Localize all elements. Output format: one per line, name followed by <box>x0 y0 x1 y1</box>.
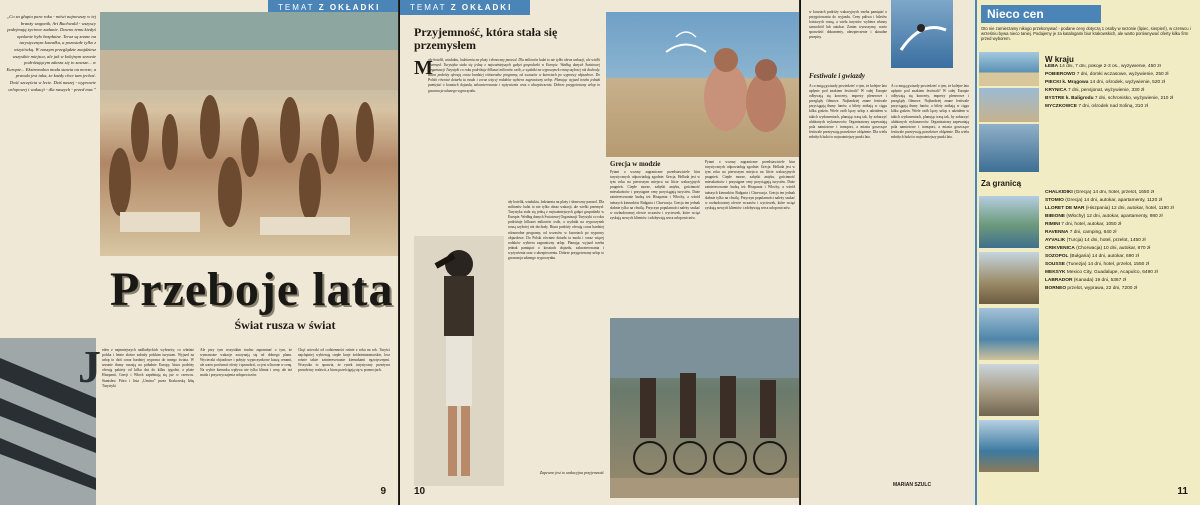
price-item-text: 14 dni, ośrodek, wyżywienie, 520 zł <box>1089 80 1165 85</box>
price-item-name: BIBIONE <box>1045 214 1065 219</box>
festival-text-2: A co mogą gwiazdy powiedzieć o tym, że kolejne lato upłynie pod znakiem festiwali? W całej Europie odbywają się koncerty, imprezy plenerowe i przeglądy filmowe. Najbardziej znane festiwale przyciągają tłumy fanów, a bilety znikają w ciągu kilku godzin. Wiele osób łączy urlop z udziałem w takich wydarzeniach, planując trasę tak, by zobaczyć ulubionych wykonawców. Organizatorzy zapewniają pola namiotowe i transport, a miasta goszczące festiwale przeżywają prawdziwe oblężenie. Dla wielu młodych ludzi to najważniejszy punkt lata. <box>891 84 969 139</box>
price-item-text: (Kanada) 19 dni, 5367 zł <box>1073 278 1127 283</box>
price-item-name: SOUSSE <box>1045 262 1065 267</box>
page9-column-3: Chęć ucieczki od codzienności rośnie z roku na rok. Turyści najchętniej wybierają ciepłe kraje śródziemnomorskie, lecz rośnie także zainteresowanie kierunkami egzotycznymi. Wszystko to sprawia, że rynek turystyczny przeżywa prawdziwy rozkwit, a biura prześcigają się w promocjach. <box>298 348 390 373</box>
price-item <box>1045 190 1195 196</box>
page-number: 11 <box>1177 486 1188 497</box>
header-tag-prefix: TEMAT <box>278 3 315 12</box>
price-item-text: przelot, wyprawa, 22 dni, 7200 zł <box>1067 286 1138 291</box>
mountain-bay-photo <box>979 196 1039 248</box>
intro-quote: „Co za głupia para roku - mówi najnowszy w tej branży wagonik, Art Buchwald - wszyscy podejmują życiowe zadanie. Dawno temu kiedyś opalanie było bezpłatne. Teraz są znane na turystycznym kawałku, a pozostałe tylko z wizytówką. W naszym przeglądzie znajdziesz wszystkie miejsca, ale jak w kolejnym sezonie podróżującym zdarza się to zawsze... w Europie... Ekstremalna moda stawia na morze, a prawda jest taka, że każdy chce tam jechać. Dość szczęścia w lecie. Dziś naszej - wyprawie urlopowej i wakacji - dla naszych - przed mur.” <box>6 14 96 92</box>
price-item-name: ŁEBA <box>1045 64 1059 69</box>
photo-caption: Zapewne jest to wakacyjna przyjemność <box>539 470 604 475</box>
village-photo <box>979 252 1039 304</box>
beach-palm-photo <box>979 52 1039 86</box>
greece-text-continued: Pytani o wczasy zagraniczne przedstawiciele biur turystycznych odpowiadają zgodnie: Grecja. Hellada jest w tym roku na pierwszym miejscu na liście wakacyjnych pragnień. Ciepłe morze, zabytki antyku, gościnność mieszkańców i przystępne ceny przyciągają turystów. Duże zainteresowanie budzą też Hiszpania i Włochy, a wśród tańszych kierunków Bułgaria i Chorwacja. Grecja ten jednak słabnie tylko na chwilę. Przyczyn popularności należy szukać w rozbudowanej ofercie wczasów i wycieczek, które wciąż zyskują nowych klientów i zdobywają serca urlopowiczów. <box>705 160 795 210</box>
header-tag <box>400 0 530 15</box>
price-item-text: 7 dni, ośrodek nad Soliną, 310 zł <box>1078 104 1148 109</box>
page11-column-1: w kosztach podróży wakacyjnych trzeba pamiętać o przygotowaniu do wyjazdu. Ceny paliwa i biletów lotniczych rosną, a wielu turystów wybiera własny samochód lub autokar. Zanim wyruszymy, warto sprawdzić dokumenty, ubezpieczenie i aktualne przepisy. <box>809 10 887 40</box>
price-item-text: (Hiszpania) 12 dni, autokar, hotel, 1190 zł <box>1085 206 1174 211</box>
price-item-name: CRIKVENICA <box>1045 246 1075 251</box>
prices-title: Nieco cen <box>981 5 1101 23</box>
page-subtitle: Świat rusza w świat <box>234 318 336 332</box>
price-item-name: CHALKIDIKI <box>1045 190 1073 195</box>
price-item-text: 7 dni, pensjonat, wyżywienie, 330 zł <box>1068 88 1145 93</box>
price-item-name: MYCZKOWCE <box>1045 104 1077 109</box>
page-11 <box>801 0 1200 505</box>
price-item-name: BYSTRE k. Baligrodu <box>1045 96 1094 101</box>
price-item <box>1045 80 1195 86</box>
festival-heading: Festiwale i gwiazdy <box>809 72 865 80</box>
price-item-name: STOMIO <box>1045 198 1064 203</box>
page9-column-1: eden z najmniejszych nadbałtyckich wybrzeży, co właśnie polska i letnie słońce zabrały polskim turystom. Wyjazd na urlop to dziś coraz bardziej wyprawa do innego świata. W sezonie tłumy ruszają na południe Europy, biura podróży oferują pakiety od kilku dni do kilku tygodni, a plaże Hiszpanii, Grecji i Włoch zapełniają się już w czerwcu. Stanisław Pióro i lista „Umiwa” przez Krakowską Izbę Turystyki <box>102 348 194 388</box>
section-abroad: Za granicą <box>981 179 1022 188</box>
price-item <box>1045 238 1195 244</box>
cyclists-photo <box>610 318 799 498</box>
page-10 <box>400 0 799 505</box>
price-item-name: POBIEROWO <box>1045 72 1076 77</box>
price-item <box>1045 206 1195 212</box>
price-item-text: 7 dni, domki wczasowe, wyżywienie, 250 zł <box>1076 72 1169 77</box>
drop-cap: J <box>78 341 101 392</box>
price-item <box>1045 214 1195 220</box>
price-item <box>1045 230 1195 236</box>
article-title: Przyjemność, która stała się przemysłem <box>414 25 558 52</box>
price-item-text: 7 dni, camping, 640 zł <box>1069 230 1117 235</box>
header-tag-bold: Z OKŁADKI <box>450 3 513 12</box>
price-item-text: (Turcja) 14 dni, hotel, przelot, 1450 zł <box>1066 238 1146 243</box>
price-item-text: (Bułgaria) 14 dni, autokar, 690 zł <box>1069 254 1139 259</box>
sunbathers-photo <box>606 12 799 157</box>
header-tag-prefix: TEMAT <box>410 3 447 12</box>
price-item <box>1045 222 1195 228</box>
price-item <box>1045 104 1195 110</box>
bay-photo <box>979 420 1039 472</box>
price-item <box>1045 72 1195 78</box>
surfer-photo <box>891 0 953 68</box>
harbor-photo <box>979 124 1039 172</box>
greece-text: Pytani o wczasy zagraniczne przedstawiciele biur turystycznych odpowiadają zgodnie: Grecja. Hellada jest w tym roku na pierwszym miejscu na liście wakacyjnych pragnień. Ciepłe morze, zabytki antyku, gościnność mieszkańców i przystępne ceny przyciągają turystów. Duże zainteresowanie budzą też Hiszpania i Włochy, a wśród tańszych kierunków Bułgaria i Chorwacja. Grecja ten jednak słabnie tylko na chwilę. Przyczyn popularności należy szukać w rozbudowanej ofercie wczasów i wycieczek, które wciąż zyskują nowych klientów i zdobywają serca urlopowiczów. <box>610 170 700 220</box>
festival-text-1: A co mogą gwiazdy powiedzieć o tym, że kolejne lato upłynie pod znakiem festiwali? W całej Europie odbywają się koncerty, imprezy plenerowe i przeglądy filmowe. Najbardziej znane festiwale przyciągają tłumy fanów, a bilety znikają w ciągu kilku godzin. Wiele osób łączy urlop z udziałem w takich wydarzeniach, planując trasę tak, by zobaczyć ulubionych wykonawców. Organizatorzy zapewniają pola namiotowe i transport, a miasta goszczące festiwale przeżywają prawdziwe oblężenie. Dla wielu młodych ludzi to najważniejszy punkt lata. <box>809 84 887 139</box>
header-tag-bold: Z OKŁADKI <box>318 3 381 12</box>
coast-town-photo <box>979 88 1039 122</box>
price-item <box>1045 96 1195 102</box>
page9-column-2: Ale przy tym wszystkim trudno zapominać o tym, że wymarzone wakacje zaczynają się od dobrego planu. Wycieczki objazdowe i pobyty wypoczynkowe kuszą cenami, ale warto porównać oferty i sprawdzić, co jest wliczone w cenę. Na wybór kierunku wpływa nie tylko klimat i ceny, ale też moda i przyzwyczajenia urlopowiczów. <box>200 348 292 378</box>
price-item-name: BORNEO <box>1045 286 1067 291</box>
price-item <box>1045 262 1195 268</box>
price-item <box>1045 278 1195 284</box>
price-item-text: Mexico City, Guadalupe, Acapulco, 6490 zł <box>1066 270 1158 275</box>
price-item-text: (Grecja) 14 dni, autokar, apartamenty, 1120 zł <box>1065 198 1163 203</box>
prices-intro: Oto nie zamierzamy nikogo przekonywać - podane ceny dotyczą 1 osoby w sezonie (lipiec, sierpień), w czerwcu i wrześniu bywa nieco taniej. Podajemy je za katalogami biur krakowskich, ale warto porównywać oferty kilku firm przed wyborem. <box>981 26 1191 41</box>
price-item <box>1045 88 1195 94</box>
woman-portrait-photo <box>414 236 504 486</box>
price-item-name: LLORET DE MAR <box>1045 206 1085 211</box>
price-item <box>1045 198 1195 204</box>
page-number: 9 <box>380 486 386 497</box>
price-item-text: (Włochy) 12 dni, autokar, apartamenty, 980 zł <box>1066 214 1163 219</box>
page10-intro-text: ały hotelik, wiaduktu, lodziarnia na plaży i słoneczny parasol. Dla milionów ludzi to nie tylko obraz wakacji, ale wielki przemysł. Turystyka stała się jedną z najważniejszych gałęzi gospodarki w Europie. Według danych Światowej Organizacji Turystyki co roku podróżuje kilkaset milionów osób, a wydatki na wypoczynek rosną szybciej niż dochody. Biura podróży oferują coraz bardziej różnorodne programy, od wczasów w kurortach po wyprawy objazdowe. Do Polski również dotarła ta moda i coraz więcej rodaków wybiera zagraniczny urlop. Planując wyjazd trzeba jednak pamiętać o kosztach dojazdu, zakwaterowania i wyżywienia oraz o ubezpieczeniu. Dobrze przygotowany urlop to gwarancja udanego wypoczynku. <box>428 58 600 93</box>
price-item-name: RIMINI <box>1045 222 1060 227</box>
price-item-text: (Grecja) 14 dni, hotel, przelot, 1650 zł <box>1074 190 1155 195</box>
author-signature: MARIAN SZULC <box>893 482 932 488</box>
price-item <box>1045 270 1195 276</box>
price-item <box>1045 286 1195 292</box>
beach-crowd-photo <box>100 12 398 256</box>
price-item-name: MEKSYK <box>1045 270 1066 275</box>
abroad-prices-list <box>1045 190 1195 480</box>
price-item-name: KRYNICA <box>1045 88 1067 93</box>
price-item-text: (Tunezja) 14 dni, hotel, przelot, 1550 zł <box>1066 262 1150 267</box>
drop-cap: M <box>414 57 433 79</box>
page-number: 10 <box>414 486 426 497</box>
page-9 <box>0 0 398 505</box>
price-item-text: 7 dni, hotel, autokar, 1050 zł <box>1061 222 1122 227</box>
price-item-text: (Chorwacja) 10 dni, autokar, 870 zł <box>1076 246 1151 251</box>
price-item-text: 14 dni, 7 dni, pokoje 2-3 os., wyżywienie, 450 zł <box>1059 64 1161 69</box>
price-item <box>1045 64 1195 70</box>
price-item-name: AYVALIK <box>1045 238 1066 243</box>
price-item <box>1045 246 1195 252</box>
price-item <box>1045 254 1195 260</box>
lagoon-photo <box>979 308 1039 360</box>
ruins-photo <box>979 364 1039 416</box>
price-item-name: LABRADOR <box>1045 278 1073 283</box>
page-title: Przeboje lata <box>110 263 394 316</box>
page10-column-2: ały hotelik, wiaduktu, lodziarnia na plaży i słoneczny parasol. Dla milionów ludzi to nie tylko obraz wakacji, ale wielki przemysł. Turystyka stała się jedną z najważniejszych gałęzi gospodarki w Europie. Według danych Światowej Organizacji Turystyki co roku podróżuje kilkaset milionów osób, a wydatki na wypoczynek rosną szybciej niż dochody. Biura podróży oferują coraz bardziej różnorodne programy, od wczasów w kurortach po wyprawy objazdowe. Do Polski również dotarła ta moda i coraz więcej rodaków wybiera zagraniczny urlop. Planując wyjazd trzeba jednak pamiętać o kosztach dojazdu, zakwaterowania i wyżywienia oraz o ubezpieczeniu. Dobrze przygotowany urlop to gwarancja udanego wypoczynku. <box>508 200 604 261</box>
poland-prices-list <box>1045 64 1195 172</box>
price-item-name: PIECKI k. Mrągowa <box>1045 80 1089 85</box>
price-item-name: SOZOPOL <box>1045 254 1069 259</box>
greece-heading: Grecja w modzie <box>610 160 661 168</box>
price-item-text: 7 dni, schronisko, wyżywienie, 210 zł <box>1094 96 1174 101</box>
section-poland: W kraju <box>1045 55 1074 64</box>
price-item-name: RAVENNA <box>1045 230 1069 235</box>
